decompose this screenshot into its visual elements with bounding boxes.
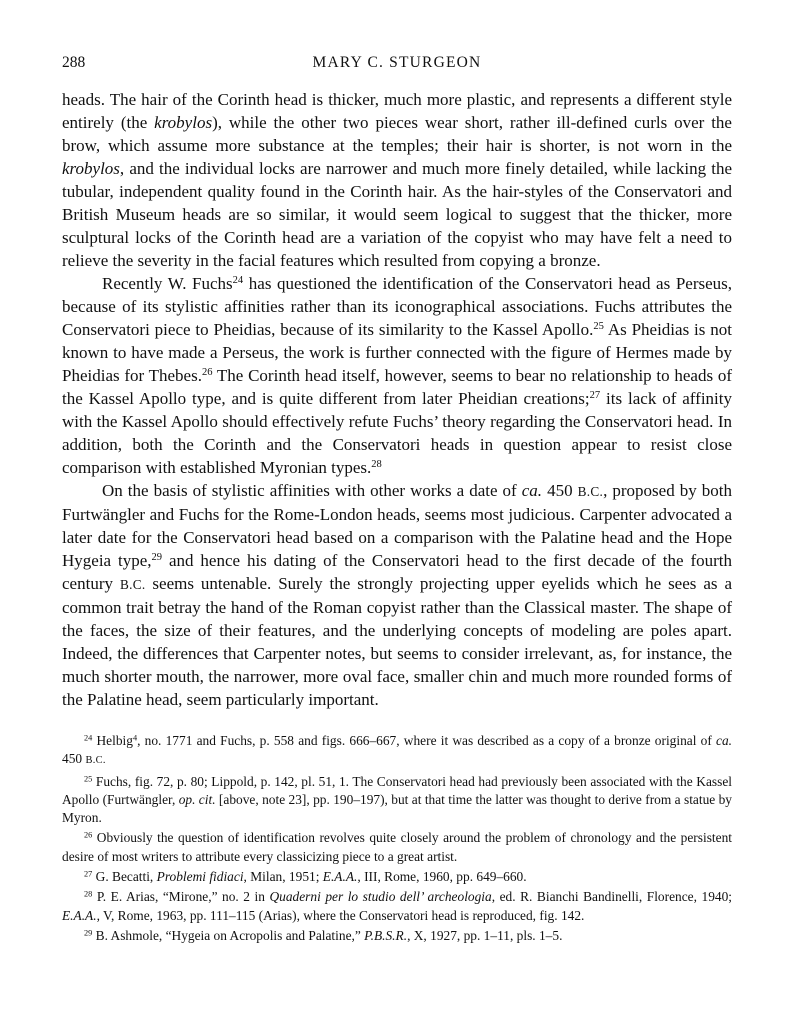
note-ref-24: 24 <box>232 275 244 287</box>
italic-title: Problemi fidiaci <box>156 869 244 885</box>
italic-abbrev: E.A.A. <box>322 869 358 885</box>
italic-term: krobylos <box>62 159 120 178</box>
running-title: MARY C. STURGEON <box>312 54 482 71</box>
footnote-29 <box>62 927 732 945</box>
footnote-number: 29 <box>84 928 93 938</box>
text-run: , no. 1771 and Fuchs, p. 558 and figs. 666–667, where it was described as a copy of a bronze original of <box>137 733 717 748</box>
small-caps-era: B.C. <box>577 484 604 499</box>
footnote-26 <box>62 829 732 866</box>
footnote-28 <box>62 888 732 925</box>
paragraph-2 <box>62 272 732 479</box>
italic-term: ca. <box>716 733 733 748</box>
text-run: its lack of affinity with the Kassel Apollo should effectively refute Fuchs’ theory regarding the Conservatori head. In addition, both the Corinth and the Conservatori heads in question appear to resist close comparison with established Myronian types. <box>62 389 732 477</box>
note-ref-26: 26 <box>201 367 213 379</box>
italic-abbrev: P.B.S.R. <box>364 927 408 943</box>
text-run: , V, Rome, 1963, pp. 111–115 (Arias), where the Conservatori head is reproduced, fig. 142. <box>96 907 585 923</box>
italic-term: op. cit. <box>178 791 216 807</box>
paragraph-3 <box>62 479 732 711</box>
text-run: heads. The hair of the Corinth head is thicker, much more plastic, and represents a different style entirely (the <box>62 90 732 132</box>
text-run: The Corinth head itself, however, seems to bear no relationship to heads of the Kassel Apollo type, and is quite different from later Pheidian creations; <box>62 366 732 408</box>
text-run: Recently W. Fuchs <box>102 274 233 293</box>
text-run: , and the individual locks are narrower and much more finely detailed, while lacking the tubular, independent quality found in the Corinth hair. As the hair-styles of the Conservatori and British Museum heads are so similar, it would seem logical to suggest that the thicker, more sculptural locks of the Corinth head are a variation of the copyist who may have felt a need to relieve the severity in the facial features which resulted from copying a bronze. <box>62 159 732 270</box>
text-run: , Milan, 1951; <box>243 869 323 885</box>
italic-title: Quaderni per lo studio dell’ archeologia <box>269 889 492 905</box>
paragraph-1 <box>62 88 732 272</box>
text-run: and hence his dating of the Conservatori head to the first decade of the fourth century <box>62 551 732 593</box>
note-ref-27: 27 <box>589 390 601 402</box>
body-text <box>62 88 732 711</box>
small-caps-era: B.C. <box>119 577 146 592</box>
small-caps-era: B.C. <box>85 755 106 767</box>
footnote-number: 24 <box>84 733 93 743</box>
text-run: , III, Rome, 1960, pp. 649–660. <box>357 869 527 885</box>
text-run: ), while the other two pieces wear short, rather ill-defined curls over the brow, which assume more substance at the temples; their hair is shorter, is not worn in the <box>62 113 732 155</box>
note-ref-25: 25 <box>593 321 604 333</box>
text-run: G. Becatti, <box>92 869 157 885</box>
note-ref-28: 28 <box>371 459 382 471</box>
italic-term: ca. <box>521 481 543 500</box>
footnote-27 <box>62 868 732 886</box>
note-ref-29: 29 <box>151 552 163 564</box>
text-run: seems untenable. Surely the strongly projecting upper eyelids which he sees as a common trait betray the hand of the Roman copyist rather than the Classical master. The shape of the faces, the size of their features, and the underlying concepts of modeling are poles apart. Indeed, the differences that Carpenter notes, but seems to consider irrelevant, as, for instance, the much shorter mouth, the narrower, more oval face, smaller chin and much more rounded forms of the Palatine head, seem particularly important. <box>62 574 732 709</box>
text-run: P. E. Arias, “Mirone,” no. 2 in <box>92 889 270 905</box>
text-run: , X, 1927, pp. 1–11, pls. 1–5. <box>407 927 563 943</box>
italic-term: krobylos <box>154 113 213 132</box>
text-run: As Pheidias is not known to have made a Perseus, the work is further connected with the figure of Hermes made by Pheidias for Thebes. <box>62 320 732 385</box>
text-run: Obviously the question of identification revolves quite closely around the problem of chronology and the persistent desire of most writers to attribute every classicizing piece to a great artist. <box>62 830 732 864</box>
footnote-25 <box>62 773 732 828</box>
italic-abbrev: E.A.A. <box>62 907 97 923</box>
edition-superscript: 4 <box>132 733 138 743</box>
text-run: has questioned the identification of the Conservatori head as Perseus, because of its stylistic affinities rather than its iconographical associations. Fuchs attributes the Conservatori piece to Pheidias, because of its similarity to the Kassel Apollo. <box>62 274 733 339</box>
text-run: , proposed by both Furtwängler and Fuchs for the Rome-London heads, seems most judicious. Carpenter advocated a later date for the Conservatori head based on a comparison with the Palatine head and the Hope Hygeia type, <box>62 481 732 570</box>
text-run: B. Ashmole, “Hygeia on Acropolis and Palatine,” <box>92 927 365 943</box>
footnotes <box>62 732 732 945</box>
page <box>62 50 732 945</box>
footnote-number: 26 <box>84 830 93 840</box>
footnote-number: 28 <box>84 889 93 899</box>
text-run: Fuchs, fig. 72, p. 80; Lippold, p. 142, pl. 51, 1. The Conservatori head had previously been associated with the Kassel Apollo (Furtwängler, <box>62 773 732 807</box>
footnote-number: 25 <box>84 774 93 784</box>
text-run: Helbig <box>92 733 133 748</box>
footnote-24 <box>62 732 732 771</box>
running-head <box>62 50 732 76</box>
text-run: [above, note 23], pp. 190–197), but at that time the latter was thought to derive from a statue by Myron. <box>62 791 732 826</box>
text-run: On the basis of stylistic affinities with other works a date of <box>102 481 522 500</box>
text-run: 450 <box>62 751 86 767</box>
text-run: , ed. R. Bianchi Bandinelli, Florence, 1940; <box>491 889 732 905</box>
text-run: 450 <box>542 481 578 500</box>
page-number: 288 <box>62 54 86 71</box>
footnote-number: 27 <box>84 869 93 879</box>
